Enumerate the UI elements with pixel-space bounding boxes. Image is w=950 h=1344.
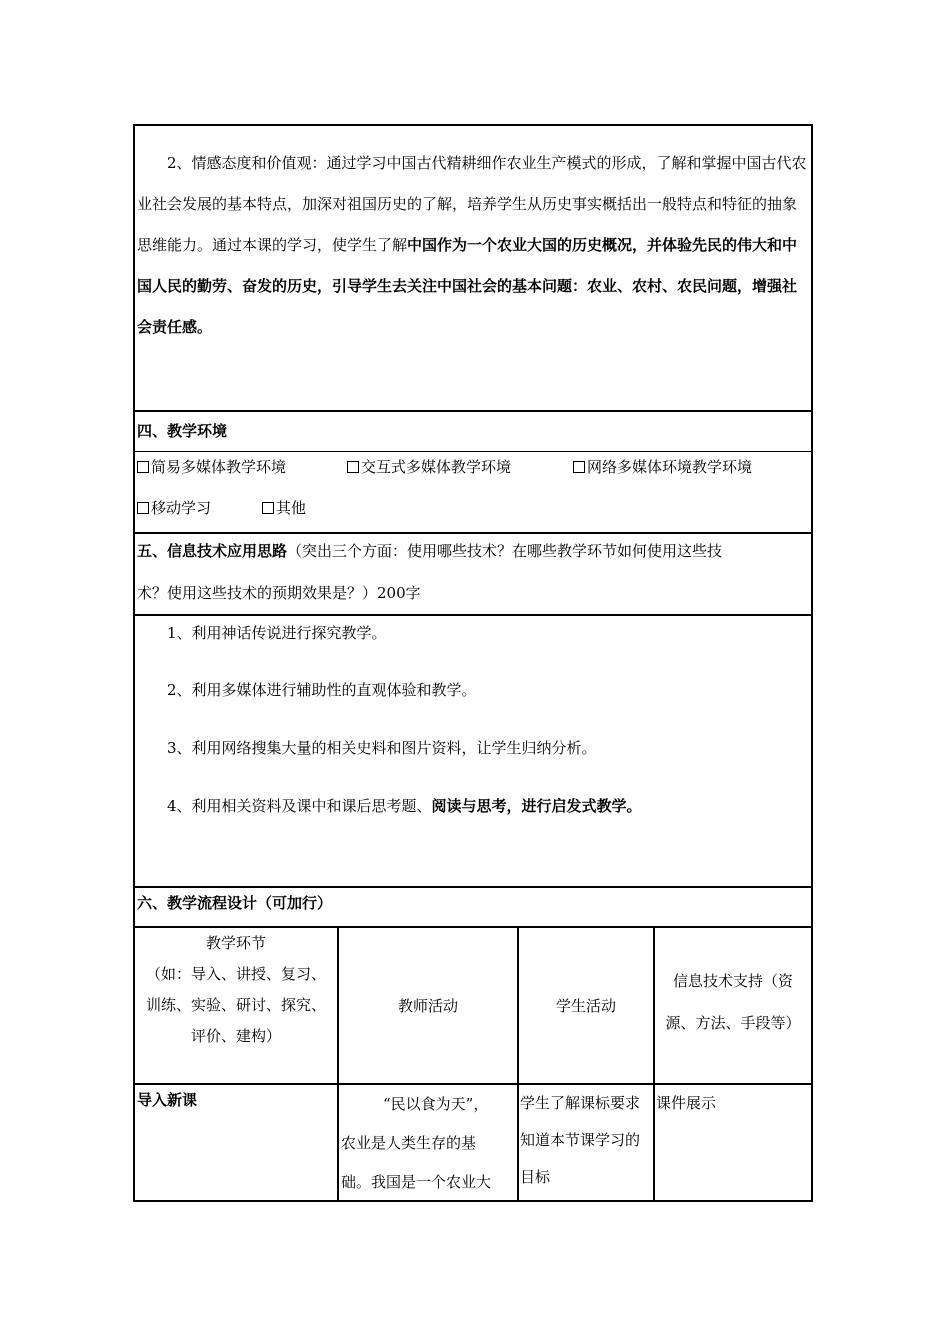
section5-heading-row bbox=[135, 534, 811, 616]
option-mobile-learning[interactable]: 移动学习 bbox=[137, 497, 211, 518]
checkbox-icon bbox=[137, 502, 149, 514]
header-teacher-activity: 教师活动 bbox=[397, 997, 458, 1015]
values-paragraph bbox=[137, 143, 807, 348]
tech-item-2: 2、利用多媒体进行辅助性的直观体验和教学。 bbox=[167, 681, 477, 699]
section4-heading: 四、教学环境 bbox=[137, 422, 228, 440]
checkbox-icon bbox=[347, 461, 359, 473]
option-other[interactable]: 其他 bbox=[262, 497, 306, 518]
values-paragraph-text: 2、情感态度和价值观：通过学习中国古代精耕细作农业生产模式的形成，了解和掌握中国古代农业社会发展的基本特点，加深对祖国历史的了解，培养学生从历史事实概括出一般特点和特征的抽象思维能力。通过本课的学习，使学生了解 bbox=[137, 154, 807, 254]
tech-item-1: 1、利用神话传说进行探究教学。 bbox=[167, 624, 387, 642]
checkbox-icon bbox=[262, 502, 274, 514]
header-tech-support: 信息技术支持（资 源、方法、手段等） bbox=[665, 972, 801, 1032]
stage-cell bbox=[135, 1085, 337, 1202]
header-student-activity: 学生活动 bbox=[555, 997, 616, 1015]
section3-row bbox=[135, 126, 811, 412]
lesson-plan-table bbox=[133, 124, 813, 1202]
header-stage: 教学环节 （如：导入、讲授、复习、 训练、实验、研讨、探究、 评价、建构） bbox=[145, 934, 326, 1045]
tech-support-cell: 课件展示 bbox=[656, 1094, 717, 1112]
option-network-multimedia[interactable]: 网络多媒体环境教学环境 bbox=[573, 456, 752, 477]
section6-heading: 六、教学流程设计（可加行） bbox=[137, 894, 333, 912]
option-interactive-multimedia[interactable]: 交互式多媒体教学环境 bbox=[347, 456, 511, 477]
section5-instructions-1: （突出三个方面：使用哪些技术？在哪些教学环节如何使用这些技 bbox=[287, 542, 723, 560]
section4-options-row bbox=[135, 452, 811, 534]
teacher-activity-cell: “民以食为天”， 农业是人类生存的基 础。我国是一个农业大 bbox=[341, 1095, 492, 1191]
section4-heading-row bbox=[135, 412, 811, 452]
section5-heading: 五、信息技术应用思路 bbox=[137, 542, 288, 560]
section5-instructions-2: 术？使用这些技术的预期效果是？）200字 bbox=[137, 584, 421, 602]
tech-item-4: 4、利用相关资料及课中和课后思考题、阅读与思考，进行启发式教学。 bbox=[167, 797, 642, 815]
section5-heading-line1 bbox=[137, 540, 722, 561]
section6-heading-row bbox=[135, 888, 811, 928]
section5-items-row bbox=[135, 616, 811, 888]
checkbox-icon bbox=[137, 461, 149, 473]
tech-item-3: 3、利用网络搜集大量的相关史料和图片资料，让学生归纳分析。 bbox=[167, 739, 597, 757]
flow-table-row bbox=[135, 1085, 811, 1202]
checkbox-icon bbox=[573, 461, 585, 473]
student-activity-cell: 学生了解课标要求 知道本节课学习的 目标 bbox=[520, 1094, 641, 1186]
values-paragraph-bold: 中国作为一个农业大国的历史概况，并体验先民的伟大和中国人民的勤劳、奋发的历史，引导学生去关注中国社会的基本问题：农业、农村、农民问题，增强社会责任感。 bbox=[137, 236, 798, 336]
option-simple-multimedia[interactable]: 简易多媒体教学环境 bbox=[137, 456, 286, 477]
stage-label: 导入新课 bbox=[137, 1091, 198, 1109]
flow-table-header-row bbox=[135, 928, 811, 1085]
